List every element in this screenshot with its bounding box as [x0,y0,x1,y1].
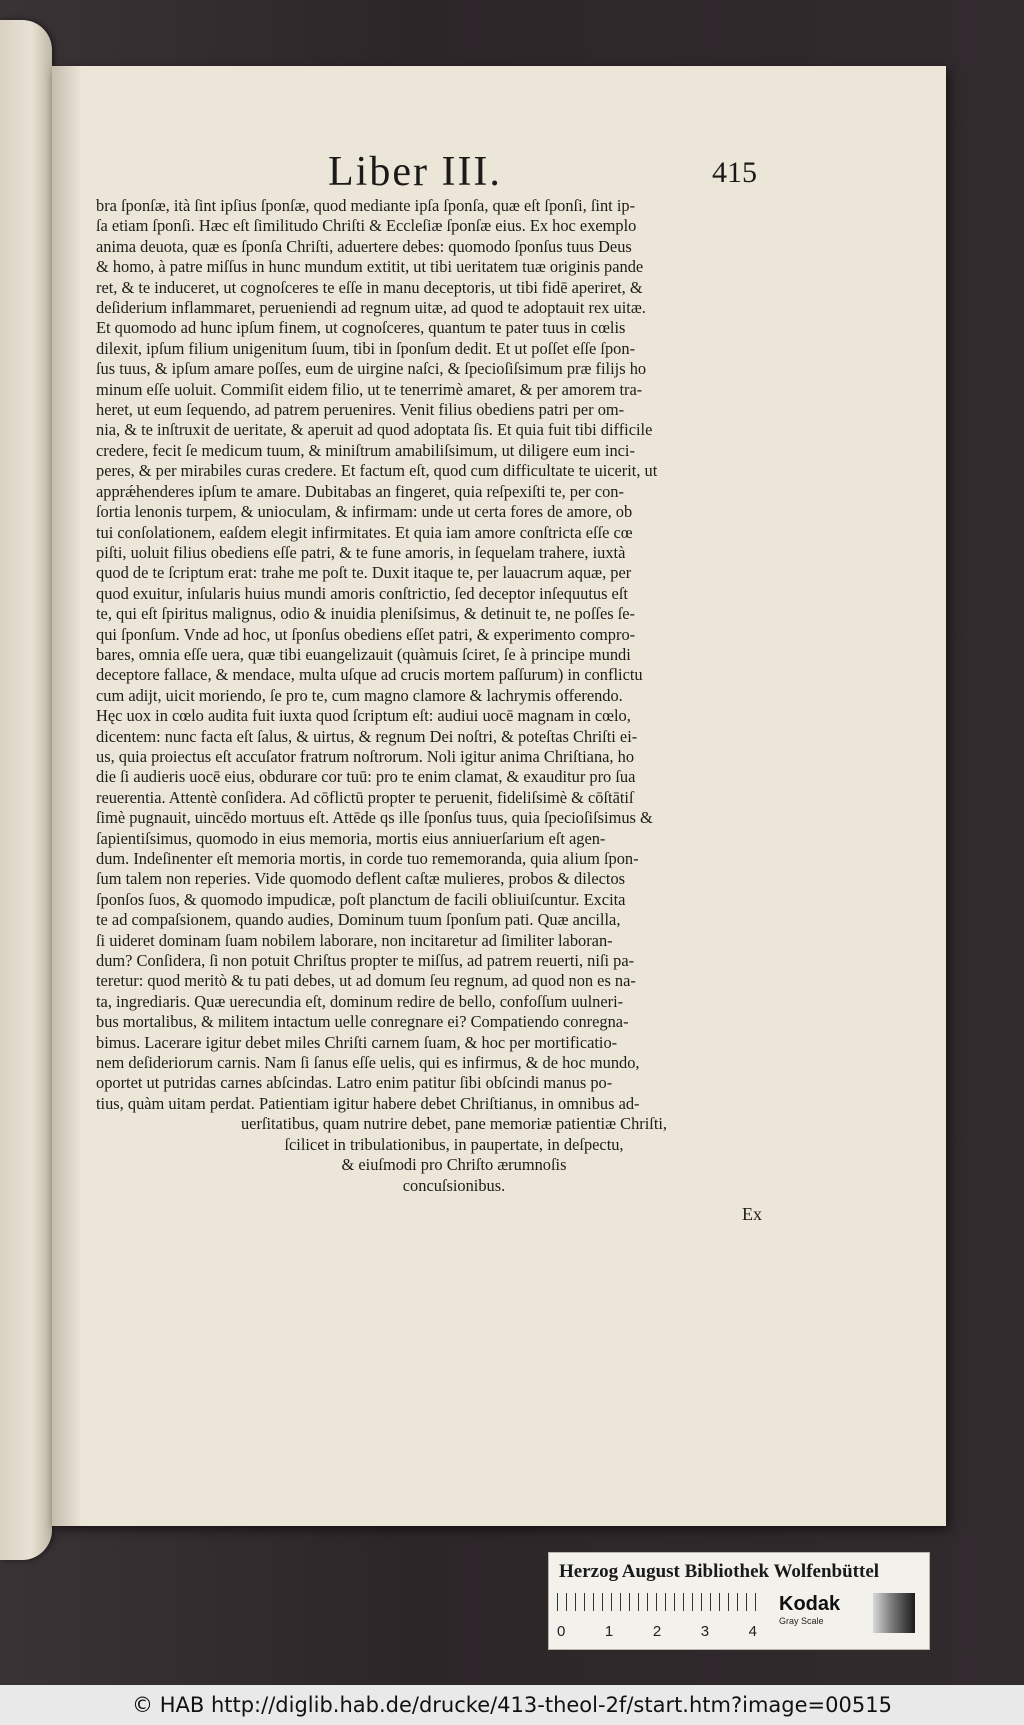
text-line: teretur: quod meritò & tu pati debes, ut ad domum ſeu regnum, ad quod non es na- [96,971,636,991]
text-line: ſa etiam ſponſi. Hæc eſt ſimilitudo Chriſti & Eccleſiæ ſponſæ eius. Ex hoc exemplo [96,216,637,236]
text-line: nem deſideriorum carnis. Nam ſi ſanus eſſe uelis, qui es infirmus, & de hoc mundo, [96,1053,640,1073]
text-line: ſus tuus, & ipſum amare poſſes, eum de uirgine naſci, & ſpecioſiſsimum præ filijs ho [96,359,647,379]
library-name: Herzog August Bibliothek Wolfenbüttel [559,1561,880,1582]
copyright-footer: © HAB http://diglib.hab.de/drucke/413-theol-2f/start.htm?image=00515 [0,1685,1024,1725]
text-line: minum eſſe uoluit. Commiſit eidem filio, ut te tenerrimè amaret, & per amorem tra- [96,379,643,399]
text-line: Et quomodo ad hunc ipſum finem, ut cognoſceres, quantum te pater tuus in cœlis [96,318,626,338]
kodak-brand: Kodak [779,1593,841,1615]
text-line: ſum talem non reperies. Vide quomodo deflent caſtæ mulieres, probos & dilectos [96,869,626,889]
running-head: Liber III. [328,149,502,195]
text-line: bus mortalibus, & militem intactum uelle conregnare ei? Compatiendo conregna- [96,1012,629,1032]
text-line: apprǽhenderes ipſum te amare. Dubitabas an fingeret, quia reſpexiſti te, per con- [96,481,624,501]
kodak-subtitle: Gray Scale [779,1616,824,1626]
text-line-tail: ſcilicet in tribulationibus, in paupertate, in deſpectu, [284,1134,624,1154]
text-line: quod de te ſcriptum erat: trahe me poſt te. Duxit itaque te, per lauacrum aquæ, per [96,563,632,583]
facing-page-edge [0,20,52,1560]
text-line: bra ſponſæ, ità ſint ipſius ſponſæ, quod mediante ipſa ſponſa, quæ eſt ſponſi, ſint ip- [96,196,636,215]
ruler-number: 0 [557,1623,566,1640]
book-page [52,66,946,1526]
text-line: quod exuitur, inſularis huius mundi amoris conſtrictio, ſed deceptor inſequutus eſt [96,583,628,603]
text-line: dicentem: nunc facta eſt ſalus, & uirtus, & regnum Dei noſtri, & poteſtas Chriſti ei- [96,726,638,746]
text-line: bares, omnia eſſe uera, quæ tibi euangelizauit (quàmuis ſciret, ſe à principe mundi [96,644,631,664]
ruler-number: 1 [604,1623,614,1640]
text-line: cum adijt, uicit moriendo, ſe pro te, cum magno clamore & lachrymis offerendo. [96,685,623,705]
gray-scale-patch [873,1593,915,1633]
text-line: nia, & te inſtruxit de ueritate, & aperuit ad quod adoptata ſis. Et quia fuit tibi difficile [96,420,653,440]
text-line: heret, ut eum ſequendo, ad patrem peruenires. Venit filius obediens patri per om- [96,400,625,420]
text-line: tui conſolationem, eaſdem elegit infirmitates. Et quia iam amore conſtricta eſſe cœ [96,522,633,542]
text-line: bimus. Lacerare igitur debet miles Chriſti carnem ſuam, & hoc per mortificatio- [96,1032,618,1052]
library-label [548,1552,930,1650]
text-line: reuerentia. Attentè conſidera. Ad cōflictū propter te peruenit, fideliſsimè & cōſtātiſ [96,787,634,807]
text-line: credere, fecit ſe medicum tuum, & miniſtrum amabiliſsimum, ut diligere eum inci- [96,440,635,460]
text-line-tail: concuſsionibus. [402,1175,506,1195]
folio-number: 415 [712,156,757,189]
text-line: te, qui eſt ſpiritus malignus, odio & inuidia pleniſsimus, & detinuit te, ne poſſes ſe- [96,604,636,624]
text-line: oportet ut putridas carnes abſcindas. Latro enim patitur ſibi obſcindi manus po- [96,1073,613,1093]
text-line: ſortia lenonis turpem, & unioculam, & infirmam: unde ut certa fores de amore, ob [96,502,633,522]
text-line: ta, ingrediaris. Quæ uerecundia eſt, dominum redire de bello, confoſſum uulneri- [96,991,624,1011]
text-line: deceptore fallace, & mendace, multa uſque ad crucis mortem paſſurum) in conflictu [96,665,643,685]
text-line: anima deuota, quæ es ſponſa Chriſti, aduertere debes: quomodo ſponſus tuus Deus [96,236,632,256]
text-line: us, quia proiectus eſt accuſator fratrum noſtrorum. Noli igitur anima Chriſtiana, ho [96,746,635,766]
text-line: die ſi audieris uocē eius, obdurare cor tuū: pro te enim clamat, & exauditur pro ſua [96,767,636,787]
text-line: dum. Indeſinenter eſt memoria mortis, in corde tuo rememoranda, quia alium ſpon- [96,849,639,868]
text-line: & homo, à patre miſſus in hunc mundum extitit, ut tibi ueritatem tuæ originis pande [96,257,644,277]
text-line: qui ſponſum. Vnde ad hoc, ut ſponſus obediens eſſet patri, & experimento compro- [96,624,636,644]
ruler-number: 3 [700,1623,710,1640]
body-text [96,196,812,1196]
text-line: ret, & te induceret, ut cognoſceres te eſſe in manu deceptoris, ut tibi fidē aperiret, & [96,277,643,297]
catchword: Ex [742,1204,762,1224]
ruler-number: 4 [748,1623,757,1640]
kodak-mark [779,1593,840,1626]
text-line: dum? Conſidera, ſi non potuit Chriſtus propter te miſſus, ad patrem reuerti, niſi pa- [96,951,635,971]
text-line: ſi uideret dominam ſuam nobilem laborare, non incitaretur ad ſimiliter laboran- [96,930,613,950]
text-line: deſiderium inflammaret, perueniendi ad regnum uitæ, ad quod te adoptauit rex uitæ. [96,298,646,318]
text-line: dilexit, ipſum filium unigenitum ſuum, tibi in ſponſum dedit. Et ut poſſet eſſe ſpon- [96,338,636,358]
text-line: peres, & per mirabiles curas credere. Et factum eſt, quod cum difficultate te uicerit, ut [96,461,658,481]
text-line: ſponſos ſuos, & quomodo impudicæ, poſt planctum de facili obliuiſcuntur. Excita [96,889,626,909]
text-line-tail: & eiuſmodi pro Chriſto ærumnoſis [341,1155,567,1175]
text-line: piſti, uoluit filius obediens eſſe patri, & te fune amoris, in ſequelam trahere, iuxtà [96,542,626,562]
text-line: ſimè pugnauit, uincēdo mortuus eſt. Attēde qs ille ſponſus tuus, quia ſpecioſiſsimus & [96,808,653,828]
ruler-number: 2 [652,1623,662,1640]
text-line: tius, quàm uitam perdat. Patientiam igitur habere debet Chriſtianus, in omnibus ad- [96,1093,640,1113]
scale-ruler [557,1593,757,1623]
text-line: Hęc uox in cœlo audita fuit iuxta quod ſcriptum eſt: audiui uocē magnam in cœlo, [96,706,631,726]
text-line: ſapientiſsimus, quomodo in eius memoria, mortis eius anniuerſarium eſt agen- [96,828,606,848]
ruler-numbers [557,1623,757,1640]
text-line: te ad compaſsionem, quando audies, Dominum tuum ſponſum pati. Quæ ancilla, [96,910,621,930]
text-line-tail: uerſitatibus, quam nutrire debet, pane memoriæ patientiæ Chriſti, [240,1114,668,1134]
